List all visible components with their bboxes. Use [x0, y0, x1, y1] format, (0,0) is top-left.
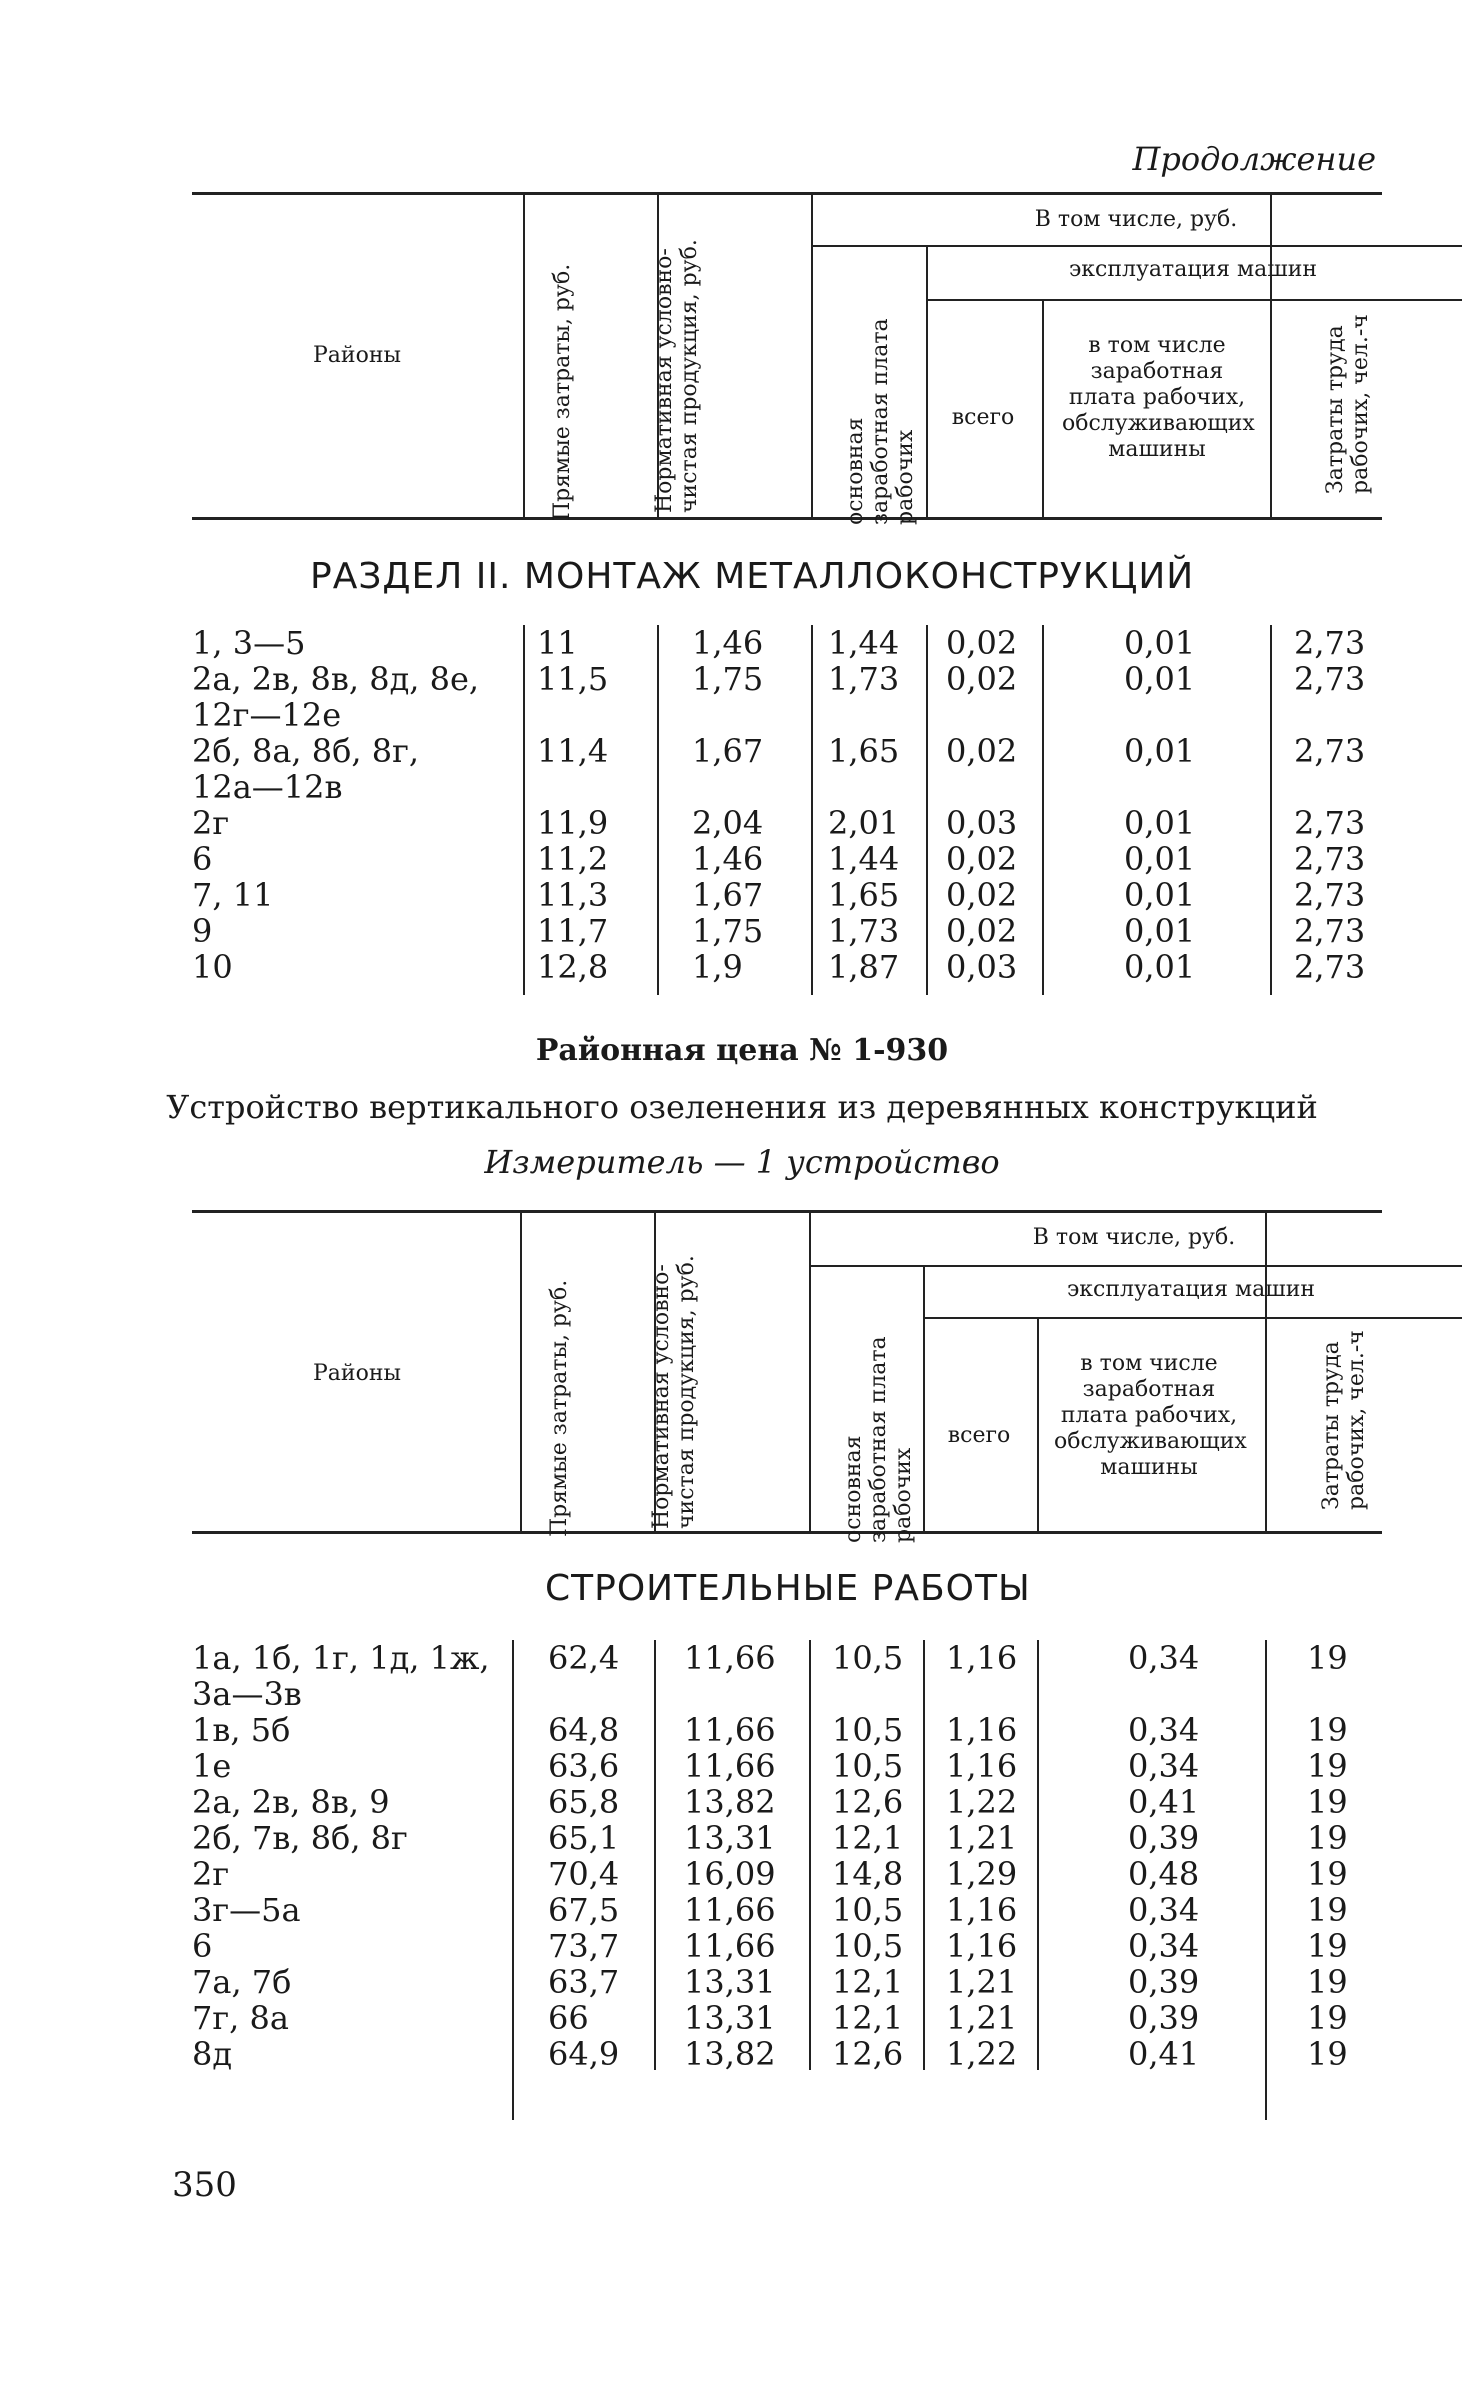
wages-header: основная заработная плата рабочих [841, 1336, 916, 1543]
normative-cell: 13,82 [684, 2035, 776, 2073]
region-cell-cont: 3а—3в [192, 1675, 302, 1713]
region-cell: 2г [192, 804, 230, 842]
region-cell: 7а, 7б [192, 1963, 292, 2001]
machine-total-cell: 1,21 [946, 1999, 1018, 2037]
machine-wages-cell: 0,39 [1128, 1963, 1200, 2001]
wages-cell: 1,44 [828, 624, 900, 662]
machine-total-cell: 0,02 [946, 840, 1018, 878]
region-cell: 1в, 5б [192, 1711, 291, 1749]
region-cell: 6 [192, 840, 213, 878]
normative-cell: 16,09 [684, 1855, 776, 1893]
labor-cell: 19 [1307, 1783, 1348, 1821]
wages-cell: 12,6 [832, 1783, 904, 1821]
labor-cell: 2,73 [1294, 948, 1366, 986]
wages-cell: 12,1 [832, 1999, 904, 2037]
machine-total-cell: 1,29 [946, 1855, 1018, 1893]
labor-cell: 19 [1307, 1855, 1348, 1893]
incl-header: В том числе, руб. [1032, 1225, 1236, 1250]
machine-wages-cell: 0,01 [1124, 876, 1196, 914]
wages-cell: 12,1 [832, 1819, 904, 1857]
region-cell: 1е [192, 1747, 232, 1785]
wages-cell: 12,6 [832, 2035, 904, 2073]
region-cell: 9 [192, 912, 213, 950]
machine-wages-cell: 0,48 [1128, 1855, 1200, 1893]
wages-cell: 10,5 [832, 1639, 904, 1677]
machine-total-cell: 1,22 [946, 2035, 1018, 2073]
region-cell: 2б, 7в, 8б, 8г [192, 1819, 408, 1857]
normative-cell: 1,67 [692, 732, 764, 770]
labor-cell: 19 [1307, 1639, 1348, 1677]
wages-cell: 1,65 [828, 732, 900, 770]
machine-total-cell: 0,02 [946, 912, 1018, 950]
price-title: Районная цена № 1-930 [535, 1033, 949, 1068]
machine-wages-cell: 0,34 [1128, 1711, 1200, 1749]
machine-wages-cell: 0,34 [1128, 1747, 1200, 1785]
regions-header: Районы [313, 1361, 401, 1386]
region-cell: 10 [192, 948, 233, 986]
region-cell: 1а, 1б, 1г, 1д, 1ж, [192, 1639, 490, 1677]
direct-cost-cell: 62,4 [548, 1639, 620, 1677]
wages-cell: 1,87 [828, 948, 900, 986]
direct-cost-cell: 11,9 [537, 804, 609, 842]
total-header: всего [951, 405, 1015, 430]
machine-wages-cell: 0,39 [1128, 1999, 1200, 2037]
price-subtitle: Устройство вертикального озеленения из деревянных конструкций [166, 1088, 1318, 1126]
regions-header: Районы [313, 343, 401, 368]
region-cell: 3г—5а [192, 1891, 301, 1929]
labor-cell: 19 [1307, 2035, 1348, 2073]
price-measure: Измеритель — 1 устройство [484, 1143, 1000, 1181]
page-number: 350 [172, 2165, 237, 2205]
normative-cell: 1,75 [692, 660, 764, 698]
region-cell: 1, 3—5 [192, 624, 306, 662]
machine-ops-header: эксплуатация машин [1068, 257, 1318, 282]
labor-cell: 19 [1307, 1819, 1348, 1857]
labor-cell: 19 [1307, 1711, 1348, 1749]
wages-cell: 1,73 [828, 912, 900, 950]
wages-cell: 1,44 [828, 840, 900, 878]
machine-wages-cell: 0,34 [1128, 1639, 1200, 1677]
direct-cost-cell: 67,5 [548, 1891, 620, 1929]
wages-cell: 14,8 [832, 1855, 904, 1893]
normative-header: Нормативная условно-чистая продукция, руб. [652, 239, 702, 513]
direct-cost-cell: 64,9 [548, 2035, 620, 2073]
table2-header [192, 1210, 1382, 1543]
machine-wages-cell: 0,01 [1124, 840, 1196, 878]
direct-cost-cell: 11,2 [537, 840, 609, 878]
wages-cell: 10,5 [832, 1711, 904, 1749]
labor-header: Затраты труда рабочих, чел.-ч [1319, 1330, 1369, 1510]
direct-cost-cell: 70,4 [548, 1855, 620, 1893]
machine-wages-cell: 0,39 [1128, 1819, 1200, 1857]
region-cell: 7г, 8а [192, 1999, 289, 2037]
machine-total-cell: 1,16 [946, 1927, 1018, 1965]
direct-costs-header: Прямые затраты, руб. [547, 1279, 572, 1537]
incl-header: В том числе, руб. [1034, 207, 1238, 232]
region-cell: 6 [192, 1927, 213, 1965]
machine-total-cell: 1,21 [946, 1819, 1018, 1857]
labor-cell: 19 [1307, 1963, 1348, 2001]
labor-cell: 2,73 [1294, 660, 1366, 698]
machine-wages-cell: 0,41 [1128, 1783, 1200, 1821]
wages-header: основная заработная плата рабочих [843, 318, 918, 525]
normative-cell: 1,46 [692, 624, 764, 662]
direct-cost-cell: 11,5 [537, 660, 609, 698]
region-cell: 7, 11 [192, 876, 274, 914]
machine-wages-cell: 0,34 [1128, 1891, 1200, 1929]
labor-cell: 2,73 [1294, 804, 1366, 842]
region-cell-cont: 12г—12е [192, 696, 342, 734]
machine-wages-cell: 0,01 [1124, 660, 1196, 698]
direct-cost-cell: 11 [537, 624, 578, 662]
labor-cell: 19 [1307, 1891, 1348, 1929]
region-cell: 2г [192, 1855, 230, 1893]
machine-total-cell: 1,21 [946, 1963, 1018, 2001]
normative-cell: 11,66 [684, 1891, 776, 1929]
direct-cost-cell: 11,7 [537, 912, 609, 950]
machine-total-cell: 0,02 [946, 624, 1018, 662]
section-title-2: СТРОИТЕЛЬНЫЕ РАБОТЫ [545, 1568, 1031, 1609]
normative-cell: 1,67 [692, 876, 764, 914]
labor-cell: 19 [1307, 1927, 1348, 1965]
machine-total-cell: 0,02 [946, 732, 1018, 770]
table1-header [192, 192, 1382, 525]
direct-cost-cell: 11,3 [537, 876, 609, 914]
wages-cell: 12,1 [832, 1963, 904, 2001]
labor-cell: 2,73 [1294, 876, 1366, 914]
machine-total-cell: 0,03 [946, 804, 1018, 842]
section-title-1: РАЗДЕЛ II. МОНТАЖ МЕТАЛЛОКОНСТРУКЦИЙ [310, 556, 1195, 597]
normative-cell: 1,46 [692, 840, 764, 878]
labor-cell: 19 [1307, 1747, 1348, 1785]
wages-cell: 2,01 [828, 804, 900, 842]
normative-cell: 11,66 [684, 1711, 776, 1749]
machine-total-cell: 1,16 [946, 1747, 1018, 1785]
region-cell: 8д [192, 2035, 233, 2073]
region-cell: 2а, 2в, 8в, 9 [192, 1783, 390, 1821]
machine-ops-header: эксплуатация машин [1066, 1277, 1316, 1302]
machine-wages-cell: 0,01 [1124, 732, 1196, 770]
machine-total-cell: 0,02 [946, 876, 1018, 914]
wages-cell: 10,5 [832, 1747, 904, 1785]
labor-cell: 2,73 [1294, 840, 1366, 878]
normative-cell: 1,9 [692, 948, 743, 986]
labor-cell: 2,73 [1294, 912, 1366, 950]
machine-wages-cell: 0,01 [1124, 912, 1196, 950]
machine-total-cell: 1,16 [946, 1639, 1018, 1677]
normative-cell: 13,31 [684, 1999, 776, 2037]
direct-cost-cell: 66 [548, 1999, 589, 2037]
machine-total-cell: 1,22 [946, 1783, 1018, 1821]
machine-total-cell: 1,16 [946, 1891, 1018, 1929]
direct-cost-cell: 64,8 [548, 1711, 620, 1749]
labor-header: Затраты труда рабочих, чел.-ч [1323, 314, 1373, 494]
wages-cell: 1,73 [828, 660, 900, 698]
direct-cost-cell: 11,4 [537, 732, 609, 770]
direct-cost-cell: 63,7 [548, 1963, 620, 2001]
machine-wages-header: в том числе заработная плата рабочих, обслуживающих машины [1054, 1351, 1247, 1480]
wages-cell: 10,5 [832, 1891, 904, 1929]
region-cell-cont: 12а—12в [192, 768, 343, 806]
machine-total-cell: 1,16 [946, 1711, 1018, 1749]
normative-header: Нормативная условно-чистая продукция, руб. [649, 1255, 699, 1529]
labor-cell: 2,73 [1294, 732, 1366, 770]
labor-cell: 19 [1307, 1999, 1348, 2037]
machine-total-cell: 0,03 [946, 948, 1018, 986]
direct-cost-cell: 12,8 [537, 948, 609, 986]
labor-cell: 2,73 [1294, 624, 1366, 662]
normative-cell: 2,04 [692, 804, 764, 842]
direct-costs-header: Прямые затраты, руб. [550, 263, 575, 521]
machine-wages-cell: 0,01 [1124, 948, 1196, 986]
normative-cell: 1,75 [692, 912, 764, 950]
total-header: всего [947, 1423, 1011, 1448]
machine-wages-cell: 0,01 [1124, 804, 1196, 842]
machine-wages-cell: 0,01 [1124, 624, 1196, 662]
region-cell: 2а, 2в, 8в, 8д, 8е, [192, 660, 480, 698]
machine-wages-cell: 0,41 [1128, 2035, 1200, 2073]
continuation-label: Продолжение [1132, 140, 1376, 178]
normative-cell: 11,66 [684, 1639, 776, 1677]
region-cell: 2б, 8а, 8б, 8г, [192, 732, 420, 770]
normative-cell: 13,82 [684, 1783, 776, 1821]
normative-cell: 11,66 [684, 1927, 776, 1965]
machine-total-cell: 0,02 [946, 660, 1018, 698]
normative-cell: 13,31 [684, 1819, 776, 1857]
direct-cost-cell: 65,8 [548, 1783, 620, 1821]
machine-wages-header: в том числе заработная плата рабочих, обслуживающих машины [1062, 333, 1255, 462]
normative-cell: 11,66 [684, 1747, 776, 1785]
direct-cost-cell: 65,1 [548, 1819, 620, 1857]
direct-cost-cell: 73,7 [548, 1927, 620, 1965]
machine-wages-cell: 0,34 [1128, 1927, 1200, 1965]
wages-cell: 1,65 [828, 876, 900, 914]
wages-cell: 10,5 [832, 1927, 904, 1965]
table1-body [192, 625, 1382, 995]
direct-cost-cell: 63,6 [548, 1747, 620, 1785]
normative-cell: 13,31 [684, 1963, 776, 2001]
table2-body [192, 1640, 1382, 2120]
